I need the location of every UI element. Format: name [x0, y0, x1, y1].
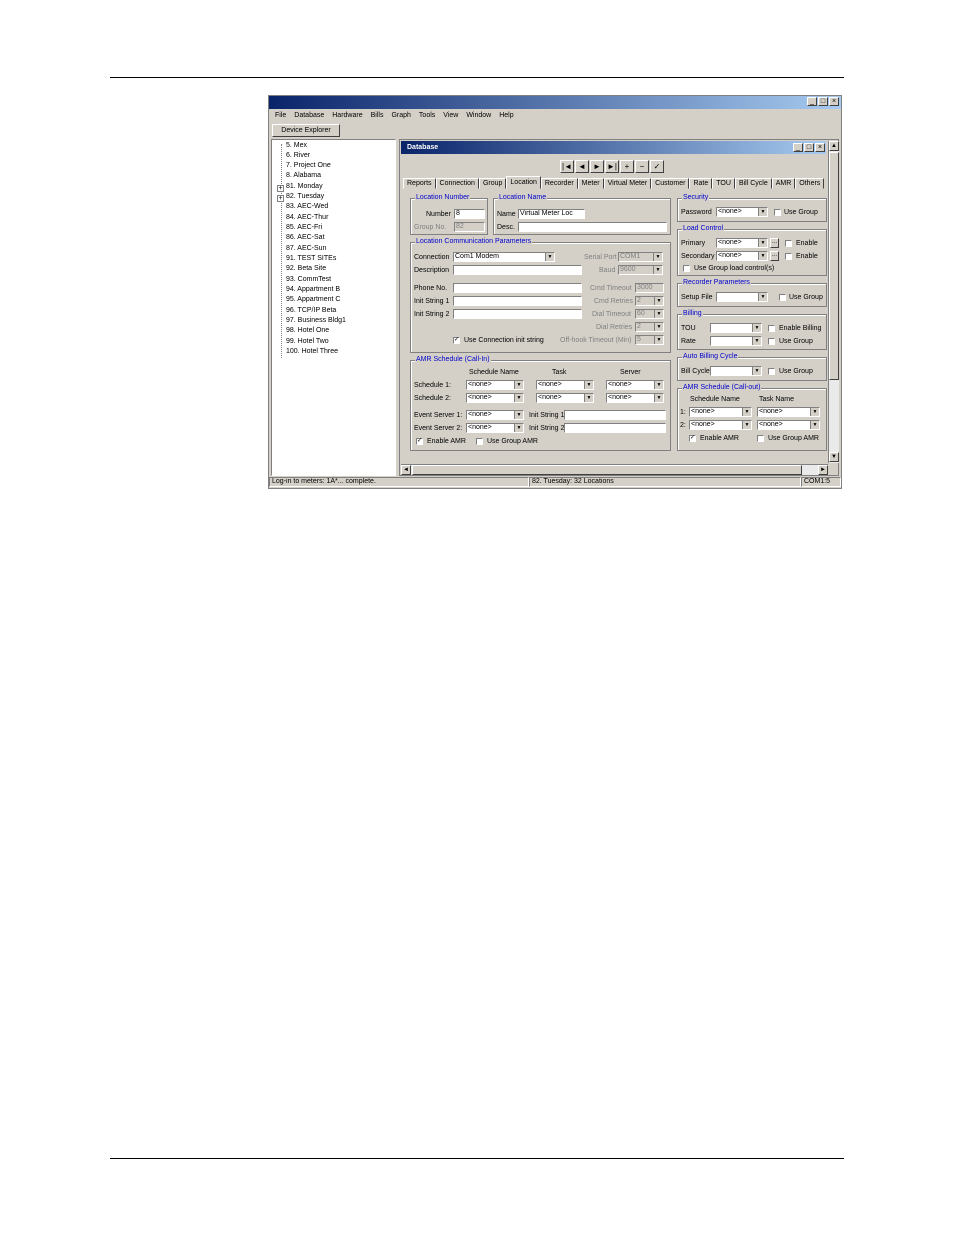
tab-recorder[interactable]: Recorder	[541, 178, 578, 189]
bill-cycle-select[interactable]	[710, 366, 762, 376]
init1-label: Init String 1	[414, 298, 450, 305]
menu-bar	[271, 110, 514, 121]
connection-value: Com1 Modem	[455, 253, 499, 260]
comm-params-group	[410, 238, 671, 353]
tree-item[interactable]: 100. Hotel Three	[286, 348, 339, 355]
chevron-down-icon[interactable]: ▼	[758, 239, 767, 247]
use-group-amr-checkbox[interactable]	[476, 438, 483, 445]
rate-label: Rate	[681, 338, 696, 345]
secondary-label: Secondary	[681, 253, 715, 260]
prev-record-button[interactable]: ◄	[575, 160, 589, 173]
chevron-down-icon[interactable]: ▼	[584, 381, 593, 389]
primary-value: <none>	[718, 239, 742, 246]
device-explorer-button[interactable]: Device Explorer	[272, 124, 340, 137]
tab-location[interactable]: Location	[506, 176, 540, 189]
record-navigator	[560, 160, 664, 173]
tou-select[interactable]	[710, 323, 762, 333]
group-title: AMR Schedule (Call-In)	[416, 356, 490, 363]
chevron-down-icon[interactable]: ▼	[514, 394, 523, 402]
scroll-up-icon[interactable]: ▲	[829, 141, 839, 151]
group-title: Load Control	[683, 225, 724, 232]
primary-label: Primary	[681, 240, 706, 247]
desc-label: Desc.	[497, 224, 515, 231]
close-icon[interactable]: ×	[829, 97, 839, 106]
callout2-schedule-value: <none>	[691, 421, 715, 428]
database-window	[399, 139, 839, 476]
tab-customer[interactable]: Customer	[651, 178, 689, 189]
menu-hardware[interactable]: Hardware	[332, 112, 363, 119]
tree-item[interactable]: 87. AEC-Sun	[286, 245, 327, 252]
chevron-down-icon[interactable]: ▼	[742, 408, 751, 416]
dial-retries-value: 2	[637, 323, 641, 330]
tree-item[interactable]: 6. River	[286, 152, 311, 159]
menu-help[interactable]: Help	[499, 112, 514, 119]
scroll-left-icon[interactable]: ◄	[401, 465, 411, 475]
post-record-button[interactable]: ✓	[650, 160, 664, 173]
security-group	[677, 194, 827, 222]
schedule1-name-select[interactable]	[466, 380, 524, 390]
scroll-thumb[interactable]	[829, 152, 839, 380]
offhook-value: 5	[637, 336, 641, 343]
menu-file[interactable]: File	[275, 112, 287, 119]
group-title: Recorder Parameters	[683, 279, 750, 286]
tab-virtual-meter[interactable]: Virtual Meter	[604, 178, 652, 189]
tree-connector-line	[281, 144, 283, 358]
use-group-lc-label: Use Group load control(s)	[694, 265, 775, 272]
schedule1-server-select[interactable]	[606, 380, 664, 390]
tab-reports[interactable]: Reports	[403, 178, 436, 189]
schedule2-name-select[interactable]	[466, 393, 524, 403]
vertical-scrollbar[interactable]	[828, 141, 839, 463]
next-record-button[interactable]: ►	[590, 160, 604, 173]
security-use-group-label: Use Group	[784, 209, 818, 216]
app-window	[268, 95, 842, 489]
schedule1-name-value: <none>	[468, 381, 492, 388]
recorder-use-group-checkbox[interactable]	[779, 294, 786, 301]
offhook-label: Off-hook Timeout (Min)	[560, 337, 632, 344]
tree-item[interactable]: 5. Mex	[286, 142, 308, 149]
chevron-down-icon[interactable]: ▼	[752, 367, 761, 375]
init-string-2-field[interactable]	[453, 309, 582, 319]
tab-bill-cycle[interactable]: Bill Cycle	[735, 178, 772, 189]
tree-item[interactable]: 94. Appartment B	[286, 286, 341, 293]
menu-bills[interactable]: Bills	[370, 112, 384, 119]
delete-record-button[interactable]: −	[635, 160, 649, 173]
auto-billing-group	[677, 353, 827, 381]
use-group-lc-checkbox[interactable]	[683, 265, 690, 272]
status-location-count: 82. Tuesday: 32 Locations	[529, 477, 801, 487]
callout-col-task: Task Name	[759, 396, 795, 403]
chevron-down-icon[interactable]: ▼	[758, 293, 767, 301]
connection-select[interactable]	[453, 252, 555, 262]
tree-item[interactable]: 93. CommTest	[286, 276, 332, 283]
schedule2-task-select[interactable]	[536, 393, 594, 403]
password-value: <none>	[718, 208, 742, 215]
status-port: COM1:5	[801, 477, 841, 487]
description-field[interactable]	[453, 265, 582, 275]
add-record-button[interactable]: +	[620, 160, 634, 173]
col-schedule-name: Schedule Name	[469, 369, 519, 376]
bill-cycle-label: Bill Cycle	[681, 368, 710, 375]
chevron-down-icon: ▼	[653, 253, 662, 261]
group-title: Location Communication Parameters	[416, 238, 532, 245]
chevron-down-icon[interactable]: ▼	[742, 421, 751, 429]
description-label: Description	[414, 267, 450, 274]
device-tree[interactable]	[271, 139, 396, 476]
tree-item[interactable]: 84. AEC-Thur	[286, 214, 329, 221]
init-string-1-field[interactable]	[453, 296, 582, 306]
tree-item[interactable]: 8. Alabama	[286, 172, 322, 179]
menu-graph[interactable]: Graph	[391, 112, 411, 119]
connection-label: Connection	[414, 254, 450, 261]
callout2-schedule-select[interactable]	[689, 420, 752, 430]
name-field[interactable]: Virtual Meter Loc	[518, 209, 585, 219]
horizontal-scrollbar[interactable]	[401, 464, 828, 475]
number-field[interactable]: 8	[454, 209, 485, 219]
enable-billing-label: Enable Billing	[779, 325, 822, 332]
baud-value: 9600	[620, 266, 636, 273]
dial-timeout-select	[635, 309, 664, 319]
chevron-down-icon: ▼	[654, 323, 663, 331]
tree-item[interactable]: 95. Appartment C	[286, 296, 341, 303]
group-title: Auto Billing Cycle	[683, 353, 738, 360]
cmd-timeout-field: 3000	[635, 283, 664, 293]
schedule2-name-value: <none>	[468, 394, 492, 401]
chevron-down-icon[interactable]: ▼	[545, 253, 554, 261]
chevron-down-icon: ▼	[653, 266, 662, 274]
schedule1-task-select[interactable]	[536, 380, 594, 390]
enable-amr-label: Enable AMR	[427, 438, 466, 445]
enable-amr-checkbox[interactable]: ✓	[417, 438, 423, 444]
minimize-icon[interactable]: _	[807, 97, 817, 106]
group-title: Billing	[683, 310, 702, 317]
schedule2-server-select[interactable]	[606, 393, 664, 403]
password-select[interactable]	[716, 207, 768, 217]
chevron-down-icon[interactable]: ▼	[758, 208, 767, 216]
last-record-button[interactable]: ►|	[607, 162, 617, 171]
group-title: AMR Schedule (Call-out)	[683, 384, 761, 391]
group-title: Security	[683, 194, 709, 201]
tab-tou[interactable]: TOU	[712, 178, 735, 189]
chevron-down-icon: ▼	[654, 336, 663, 344]
bill-cycle-use-group-label: Use Group	[779, 368, 813, 375]
primary-enable-checkbox[interactable]	[785, 240, 792, 247]
tree-item[interactable]: 86. AEC-Sat	[286, 234, 325, 241]
expand-icon[interactable]: +	[278, 195, 283, 202]
dial-retries-select	[635, 322, 664, 332]
status-message: Log-in to meters: 1A*... complete.	[269, 477, 529, 487]
callout1-task-value: <none>	[759, 408, 783, 415]
close-icon[interactable]: ×	[815, 143, 825, 152]
baud-label: Baud	[599, 267, 616, 274]
serial-port-select	[618, 252, 663, 262]
tree-item[interactable]: 81. Monday	[286, 183, 323, 190]
setup-file-label: Setup File	[681, 294, 713, 301]
tab-group[interactable]: Group	[479, 178, 506, 189]
menu-tools[interactable]: Tools	[418, 112, 436, 119]
dial-timeout-label: Dial Timeout	[592, 311, 631, 318]
enable-billing-checkbox[interactable]	[768, 325, 775, 332]
load-control-group	[677, 225, 827, 276]
maximize-icon[interactable]: □	[818, 97, 828, 106]
serial-port-value: COM1	[620, 253, 641, 260]
chevron-down-icon[interactable]: ▼	[584, 394, 593, 402]
event-server1-value: <none>	[468, 411, 492, 418]
rate-select[interactable]	[710, 336, 762, 346]
callout2-task-select[interactable]	[757, 420, 820, 430]
billing-use-group-label: Use Group	[779, 338, 813, 345]
tree-item[interactable]: 91. TEST SITEs	[286, 255, 337, 262]
chevron-down-icon[interactable]: ▼	[810, 421, 819, 429]
recorder-use-group-label: Use Group	[789, 294, 823, 301]
cmd-retries-label: Cmd Retries	[594, 298, 633, 305]
setup-file-select[interactable]	[716, 292, 768, 302]
use-group-amr-label: Use Group AMR	[487, 438, 538, 445]
schedule2-server-value: <none>	[608, 394, 632, 401]
location-number-group	[410, 194, 488, 235]
callout1-task-select[interactable]	[757, 407, 820, 417]
amr-callin-group	[410, 356, 671, 451]
minimize-icon[interactable]: _	[793, 143, 803, 152]
tab-others[interactable]: Others	[795, 178, 824, 189]
header-rule	[110, 77, 844, 78]
use-conn-init-label: Use Connection init string	[464, 337, 544, 344]
chevron-down-icon[interactable]: ▼	[758, 252, 767, 260]
use-conn-init-checkbox[interactable]: ✓	[454, 337, 460, 343]
callout-enable-amr-checkbox[interactable]: ✓	[690, 435, 696, 441]
primary-browse-button[interactable]: ...	[770, 238, 779, 248]
database-tabs	[403, 178, 824, 190]
chevron-down-icon: ▼	[654, 297, 663, 305]
tab-connection[interactable]: Connection	[436, 178, 479, 189]
tree-item[interactable]: 96. TCP/IP Beta	[286, 307, 337, 314]
number-label: Number	[426, 211, 451, 218]
name-label: Name	[497, 211, 516, 218]
primary-select[interactable]	[716, 238, 768, 248]
dial-timeout-value: 60	[637, 310, 645, 317]
chevron-down-icon[interactable]: ▼	[514, 424, 523, 432]
password-label: Password	[681, 209, 712, 216]
amr-callout-group	[677, 384, 827, 451]
tree-item[interactable]: 83. AEC-Wed	[286, 203, 329, 210]
secondary-value: <none>	[718, 252, 742, 259]
schedule2-label: Schedule 2:	[414, 395, 451, 402]
primary-enable-label: Enable	[796, 240, 818, 247]
group-no-field: 82	[454, 222, 485, 232]
callout1-schedule-value: <none>	[691, 408, 715, 415]
callout1-schedule-select[interactable]	[689, 407, 752, 417]
col-server: Server	[620, 369, 641, 376]
event-server2-select[interactable]	[466, 423, 524, 433]
callout-use-group-amr-checkbox[interactable]	[757, 435, 764, 442]
schedule1-task-value: <none>	[538, 381, 562, 388]
menu-database[interactable]: Database	[294, 112, 325, 119]
col-task: Task	[552, 369, 567, 376]
desc-field[interactable]	[518, 222, 667, 232]
phone-field[interactable]	[453, 283, 582, 293]
app-title-bar[interactable]	[269, 96, 841, 109]
baud-select	[618, 265, 663, 275]
expand-icon[interactable]: +	[278, 185, 283, 192]
schedule1-server-value: <none>	[608, 381, 632, 388]
scroll-thumb[interactable]	[412, 465, 802, 475]
scroll-right-icon[interactable]: ►	[818, 465, 828, 475]
callout-enable-amr-label: Enable AMR	[700, 435, 739, 442]
footer-rule	[110, 1158, 844, 1159]
chevron-down-icon[interactable]: ▼	[752, 324, 761, 332]
callout-row1-label: 1:	[680, 409, 686, 416]
database-title[interactable]: Database	[401, 141, 826, 154]
tree-item[interactable]: 82. Tuesday	[286, 193, 325, 200]
secondary-enable-checkbox[interactable]	[785, 253, 792, 260]
menu-view[interactable]: View	[443, 112, 459, 119]
status-bar	[269, 477, 841, 488]
event1-label: Event Server 1:	[414, 412, 463, 419]
maximize-icon[interactable]: □	[804, 143, 814, 152]
callout-col-schedule: Schedule Name	[690, 396, 740, 403]
billing-use-group-checkbox[interactable]	[768, 338, 775, 345]
tab-meter[interactable]: Meter	[578, 178, 604, 189]
billing-group	[677, 310, 827, 350]
chevron-down-icon[interactable]: ▼	[514, 411, 523, 419]
secondary-select[interactable]	[716, 251, 768, 261]
event2-label: Event Server 2:	[414, 425, 463, 432]
callin-init1-label: Init String 1	[529, 412, 565, 419]
event-server2-value: <none>	[468, 424, 492, 431]
schedule2-task-value: <none>	[538, 394, 562, 401]
event-server1-select[interactable]	[466, 410, 524, 420]
tree-item[interactable]: 7. Project One	[286, 162, 331, 169]
tree-item[interactable]: 99. Hotel Two	[286, 338, 329, 345]
cmd-retries-select	[635, 296, 664, 306]
callout-row2-label: 2:	[680, 422, 686, 429]
security-use-group-checkbox[interactable]	[774, 209, 781, 216]
offhook-select	[635, 335, 664, 345]
cmd-retries-value: 2	[637, 297, 641, 304]
tree-item[interactable]: 85. AEC-Fri	[286, 224, 323, 231]
callin-init2-field[interactable]	[564, 423, 666, 433]
recorder-params-group	[677, 279, 827, 307]
group-title: Location Number	[416, 194, 470, 201]
chevron-down-icon[interactable]: ▼	[810, 408, 819, 416]
bill-cycle-use-group-checkbox[interactable]	[768, 368, 775, 375]
tab-amr[interactable]: AMR	[772, 178, 796, 189]
secondary-browse-button[interactable]: ...	[770, 251, 779, 261]
init2-label: Init String 2	[414, 311, 450, 318]
chevron-down-icon: ▼	[654, 310, 663, 318]
chevron-down-icon[interactable]: ▼	[654, 394, 663, 402]
cmd-timeout-label: Cmd Timeout	[590, 285, 632, 292]
first-record-button[interactable]: |◄	[562, 162, 572, 171]
chevron-down-icon[interactable]: ▼	[654, 381, 663, 389]
tree-item[interactable]: 98. Hotel One	[286, 327, 330, 334]
callout-use-group-amr-label: Use Group AMR	[768, 435, 819, 442]
serial-port-label: Serial Port	[584, 254, 617, 261]
scroll-down-icon[interactable]: ▼	[829, 452, 839, 462]
location-name-group	[493, 194, 671, 235]
tree-item[interactable]: 92. Beta Site	[286, 265, 327, 272]
tree-item[interactable]: 97. Business Bldg1	[286, 317, 346, 324]
group-no-label: Group No.	[414, 224, 447, 231]
menu-window[interactable]: Window	[466, 112, 492, 119]
chevron-down-icon[interactable]: ▼	[514, 381, 523, 389]
group-title: Location Name	[499, 194, 547, 201]
callin-init2-label: Init String 2	[529, 425, 565, 432]
schedule1-label: Schedule 1:	[414, 382, 451, 389]
tab-rate[interactable]: Rate	[689, 178, 712, 189]
callin-init1-field[interactable]	[564, 410, 666, 420]
callout2-task-value: <none>	[759, 421, 783, 428]
secondary-enable-label: Enable	[796, 253, 818, 260]
dial-retries-label: Dial Retries	[596, 324, 633, 331]
phone-label: Phone No.	[414, 285, 448, 292]
tou-label: TOU	[681, 325, 696, 332]
chevron-down-icon[interactable]: ▼	[752, 337, 761, 345]
